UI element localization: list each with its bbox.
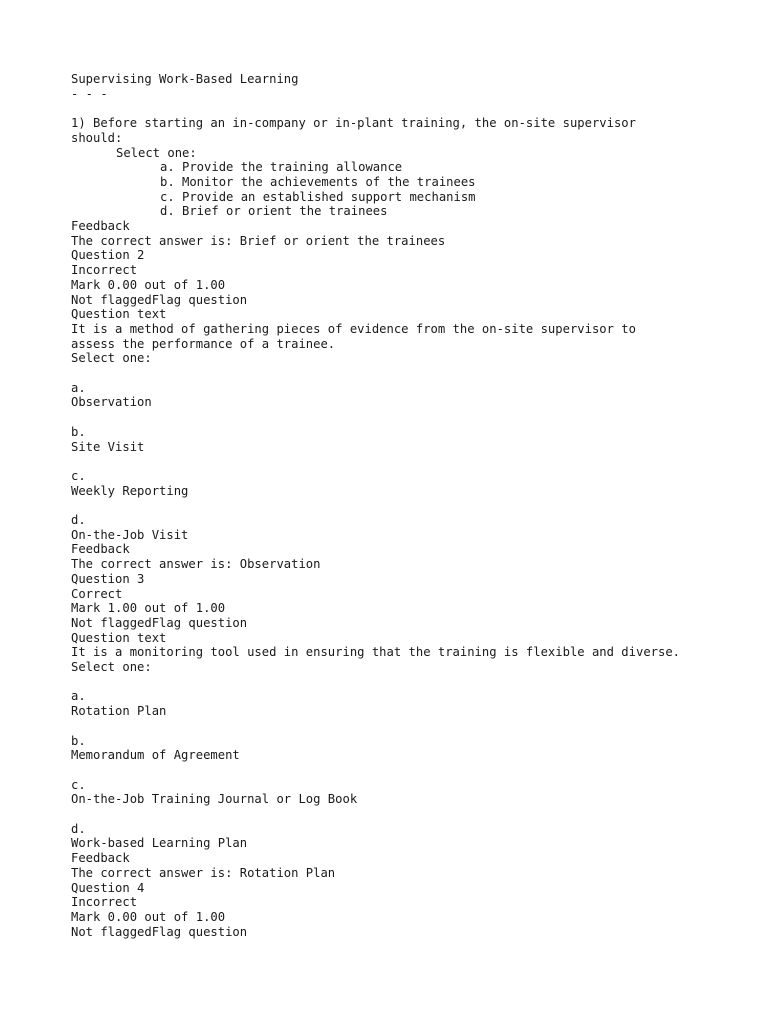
q4-mark: Mark 0.00 out of 1.00 <box>71 909 226 924</box>
q3-text-line1: It is a monitoring tool used in ensuring that the training is flexible and diverse. <box>71 645 681 660</box>
q2-option-c-text[interactable]: Weekly Reporting <box>71 483 189 498</box>
q1-correct-answer: The correct answer is: Brief or orient the trainees <box>71 233 446 248</box>
q1-select-label: Select one: <box>116 145 197 160</box>
separator: - - - <box>71 86 108 101</box>
q2-text-label: Question text <box>71 307 167 322</box>
q1-option-c[interactable]: c. Provide an established support mechanism <box>160 189 476 204</box>
q3-option-c-text[interactable]: On-the-Job Training Journal or Log Book <box>71 792 358 807</box>
q2-option-a-letter[interactable]: a. <box>71 380 86 395</box>
q3-option-a-letter[interactable]: a. <box>71 689 86 704</box>
document-title: Supervising Work-Based Learning <box>71 72 299 86</box>
q4-flag-question[interactable]: Not flaggedFlag question <box>71 924 248 939</box>
q3-status: Correct <box>71 586 123 601</box>
q1-option-a[interactable]: a. Provide the training allowance <box>160 160 403 175</box>
spacer <box>71 454 751 469</box>
q1-option-b[interactable]: b. Monitor the achievements of the trainees <box>160 174 476 189</box>
q2-text-line2: assess the performance of a trainee. <box>71 336 336 351</box>
q2-select-label: Select one: <box>71 351 152 366</box>
q2-option-b-letter[interactable]: b. <box>71 424 86 439</box>
q1-text-line2: should: <box>71 130 123 145</box>
q3-number: Question 3 <box>71 571 145 586</box>
q3-select-label: Select one: <box>71 660 152 675</box>
q3-option-d-text[interactable]: Work-based Learning Plan <box>71 836 248 851</box>
q2-mark: Mark 0.00 out of 1.00 <box>71 277 226 292</box>
q3-option-c-letter[interactable]: c. <box>71 777 86 792</box>
q3-correct-answer: The correct answer is: Rotation Plan <box>71 865 336 880</box>
spacer <box>71 675 751 690</box>
spacer <box>71 366 751 381</box>
spacer <box>71 101 751 116</box>
q2-number: Question 2 <box>71 248 145 263</box>
q3-option-a-text[interactable]: Rotation Plan <box>71 704 167 719</box>
q2-option-b-text[interactable]: Site Visit <box>71 439 145 454</box>
spacer <box>71 498 751 513</box>
q3-mark: Mark 1.00 out of 1.00 <box>71 601 226 616</box>
q2-option-d-text[interactable]: On-the-Job Visit <box>71 527 189 542</box>
document-page <box>71 72 751 939</box>
q3-text-label: Question text <box>71 630 167 645</box>
q3-option-d-letter[interactable]: d. <box>71 821 86 836</box>
q4-number: Question 4 <box>71 880 145 895</box>
q2-feedback-label: Feedback <box>71 542 130 557</box>
spacer <box>71 410 751 425</box>
q2-flag-question[interactable]: Not flaggedFlag question <box>71 292 248 307</box>
q2-option-a-text[interactable]: Observation <box>71 395 152 410</box>
q4-status: Incorrect <box>71 895 138 910</box>
q1-option-d[interactable]: d. Brief or orient the trainees <box>160 204 388 219</box>
q2-correct-answer: The correct answer is: Observation <box>71 557 321 572</box>
q2-text-line1: It is a method of gathering pieces of evidence from the on-site supervisor to <box>71 321 636 336</box>
q2-option-d-letter[interactable]: d. <box>71 513 86 528</box>
q3-option-b-text[interactable]: Memorandum of Agreement <box>71 748 240 763</box>
q3-flag-question[interactable]: Not flaggedFlag question <box>71 615 248 630</box>
q3-feedback-label: Feedback <box>71 851 130 866</box>
spacer <box>71 763 751 778</box>
q2-status: Incorrect <box>71 263 138 278</box>
q3-option-b-letter[interactable]: b. <box>71 733 86 748</box>
spacer <box>71 807 751 822</box>
q2-option-c-letter[interactable]: c. <box>71 468 86 483</box>
spacer <box>71 719 751 734</box>
q1-text-line1: 1) Before starting an in-company or in-plant training, the on-site supervisor <box>71 116 636 131</box>
q1-feedback-label: Feedback <box>71 219 130 234</box>
